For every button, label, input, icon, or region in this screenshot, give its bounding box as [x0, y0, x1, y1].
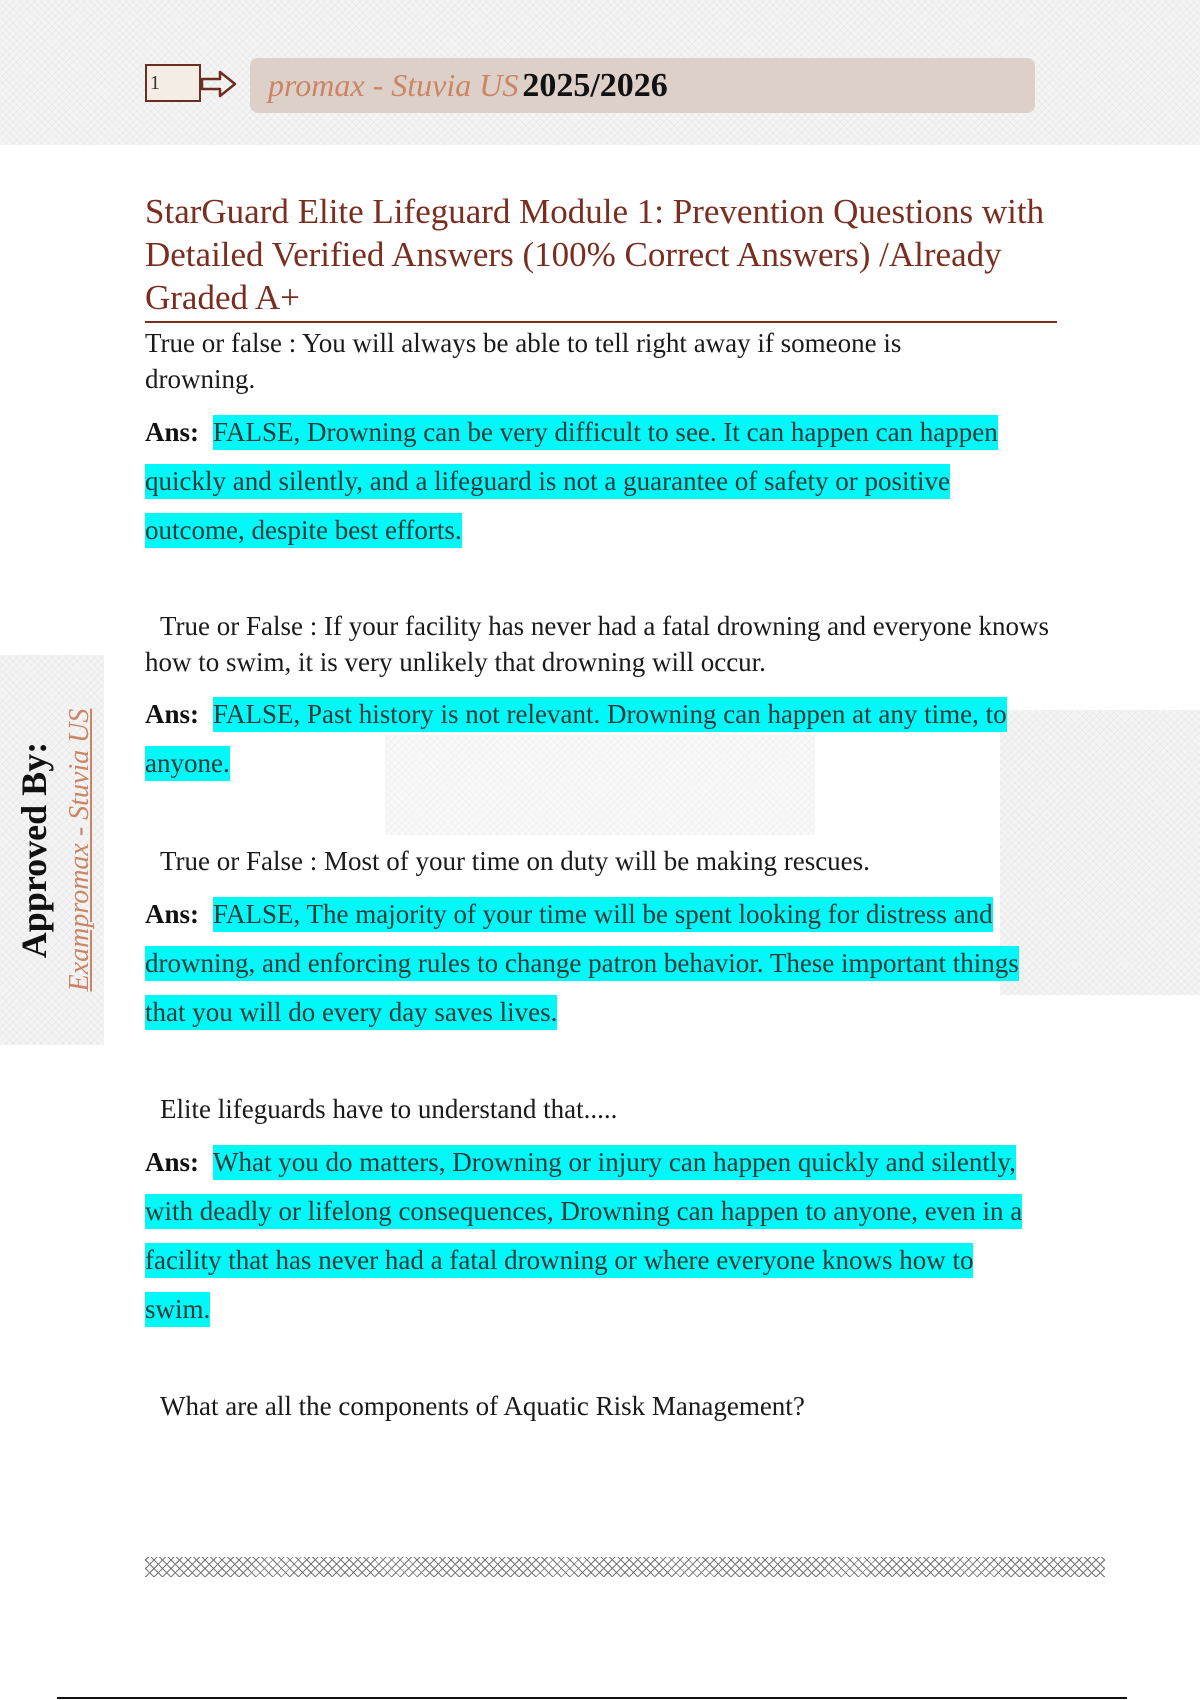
answer-text: FALSE, The majority of your time will be spent looking for distress and drowning, and enforcing rules to change patron behavior. These important things that you will do every day saves lives. — [145, 897, 1019, 1030]
answer-text: What you do matters, Drowning or injury can happen quickly and silently, with deadly or lifelong consequences, Drowning can happen to anyone, even in a facility that has never had a fatal drowning or where everyone knows how to swim. — [145, 1145, 1022, 1327]
question-text: What are all the components of Aquatic Risk Management? — [160, 1391, 805, 1421]
answer-label: Ans: — [145, 699, 200, 729]
header-bar — [250, 58, 1035, 113]
answer-block — [145, 1138, 1045, 1334]
answer-label: Ans: — [145, 1147, 200, 1177]
answer-block — [145, 890, 1045, 1037]
page-number: 1 — [145, 64, 201, 102]
arrow-right-icon — [200, 68, 238, 100]
footer-divider — [57, 1697, 1127, 1699]
answer-block — [145, 408, 1045, 555]
question-text: True or false : You will always be able to tell right away if someone is drowning. — [145, 328, 902, 394]
answer-label: Ans: — [145, 899, 200, 929]
title-divider — [145, 321, 1057, 323]
question-text: Elite lifeguards have to understand that..... — [160, 1094, 618, 1124]
document-title: StarGuard Elite Lifeguard Module 1: Prevention Questions with Detailed Verified Answers (100% Correct Answers) /Already Graded A+ — [145, 192, 1045, 317]
answer-block — [145, 690, 1025, 788]
approval-subtitle: Exampromax - Stuvia US — [64, 708, 95, 992]
footer-pattern — [145, 1557, 1105, 1577]
answer-label: Ans: — [145, 417, 200, 447]
answer-text: FALSE, Past history is not relevant. Drowning can happen at any time, to anyone. — [145, 697, 1007, 781]
question-text: True or False : Most of your time on duty will be making rescues. — [160, 846, 870, 876]
header-year: 2025/2026 — [522, 66, 668, 104]
answer-text: FALSE, Drowning can be very difficult to see. It can happen can happen quickly and silently, and a lifeguard is not a guarantee of safety or positive outcome, despite best efforts. — [145, 415, 998, 548]
question-text: True or False : If your facility has never had a fatal drowning and everyone knows how to swim, it is very unlikely that drowning will occur. — [145, 611, 1049, 677]
header-brand: promax - Stuvia US — [268, 67, 519, 103]
approval-title: Approved By: — [14, 741, 54, 959]
